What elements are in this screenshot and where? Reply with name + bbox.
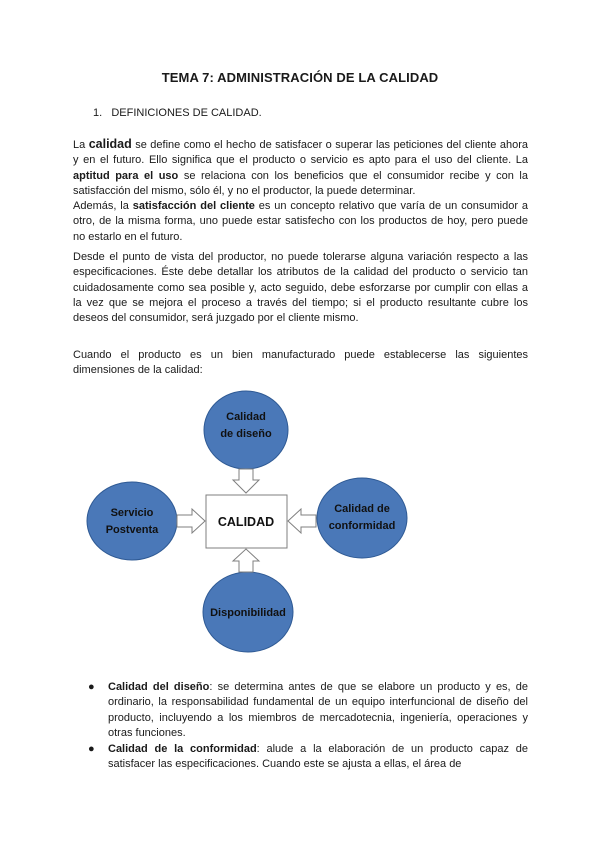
label-left-2: Postventa (105, 524, 159, 536)
section-heading (93, 107, 262, 119)
bullet-term: Calidad del diseño (108, 681, 210, 693)
term-calidad: calidad (88, 137, 132, 151)
term-satisfaccion: satisfacción del cliente (132, 200, 255, 213)
label-top-1: Calidad (226, 411, 266, 423)
arrow-right (288, 509, 316, 533)
paragraph-definitions (73, 137, 528, 245)
page-title: TEMA 7: ADMINISTRACIÓN DE LA CALIDAD (161, 70, 439, 85)
list-item (88, 680, 528, 741)
label-bottom: Disponibilidad (210, 607, 286, 619)
arrow-top (233, 469, 259, 493)
p1-text-4: Además, la (73, 200, 133, 213)
paragraph-productor: Desde el punto de vista del productor, no puede tolerarse alguna variación respecto a las especificaciones. Éste debe detallar los atributos de la calidad del producto o servicio tan cuidadosamente como sea posible y, acto seguido, debe esforzarse por cumplir con ellas a la vez que se mejora el proceso a través del tiempo; si el producto resultante cubre los deseos del consumidor, será juzgado por el cliente mismo. (73, 251, 528, 325)
arrow-bottom (233, 549, 259, 572)
list-item (88, 742, 528, 773)
bullet-dot: ● (88, 743, 95, 756)
quality-diagram (80, 388, 520, 663)
circle-calidad-conformidad (317, 478, 407, 558)
label-right-2: conformidad (328, 520, 396, 532)
label-top-2: de diseño (220, 428, 272, 440)
bullet-text: : alude a la elaboración de un producto capaz de satisfacer las especificaciones. Cuando este se ajusta a ellas, el área de (108, 743, 528, 771)
bullet-list (88, 680, 528, 774)
p1-text-5: es un concepto relativo que varía de un consumidor a otro, de la misma forma, uno puede estar satisfecho con los productos de hoy, pero puede no estarlo en el futuro. (73, 200, 528, 243)
label-right-1: Calidad de (334, 503, 390, 515)
paragraph-dimensiones: Cuando el producto es un bien manufacturado puede establecerse las siguientes dimensiones de la calidad: (73, 349, 528, 377)
bullet-dot: ● (88, 681, 95, 693)
section-label: DEFINICIONES DE CALIDAD. (111, 107, 262, 119)
section-number: 1. (93, 107, 103, 119)
p1-text-1: La (73, 139, 89, 151)
arrow-left (177, 509, 205, 533)
p1-text-2: se define como el hecho de satisfacer o superar las peticiones del cliente ahora y en el futuro. Ello significa que el producto o servicio es apto para el uso del cliente. La (73, 139, 528, 167)
circle-servicio-postventa (87, 482, 177, 560)
center-label: CALIDAD (217, 515, 275, 529)
bullet-text: : se determina antes de que se elabore un producto y es, de ordinario, la responsabilidad fundamental de un equipo interfuncional de diseño del producto, incluyendo a los miembros de mercadotecnia, ingeniería, operaciones y otras funciones. (108, 681, 528, 739)
label-left-1: Servicio (110, 507, 154, 519)
p1-text-3: se relaciona con los beneficios que el consumidor recibe y con la satisfacción del mismo, sólo él, y no el productor, la puede determinar. (73, 169, 528, 197)
term-aptitud: aptitud para el uso (73, 169, 179, 182)
bullet-term: Calidad de la conformidad (108, 743, 257, 756)
